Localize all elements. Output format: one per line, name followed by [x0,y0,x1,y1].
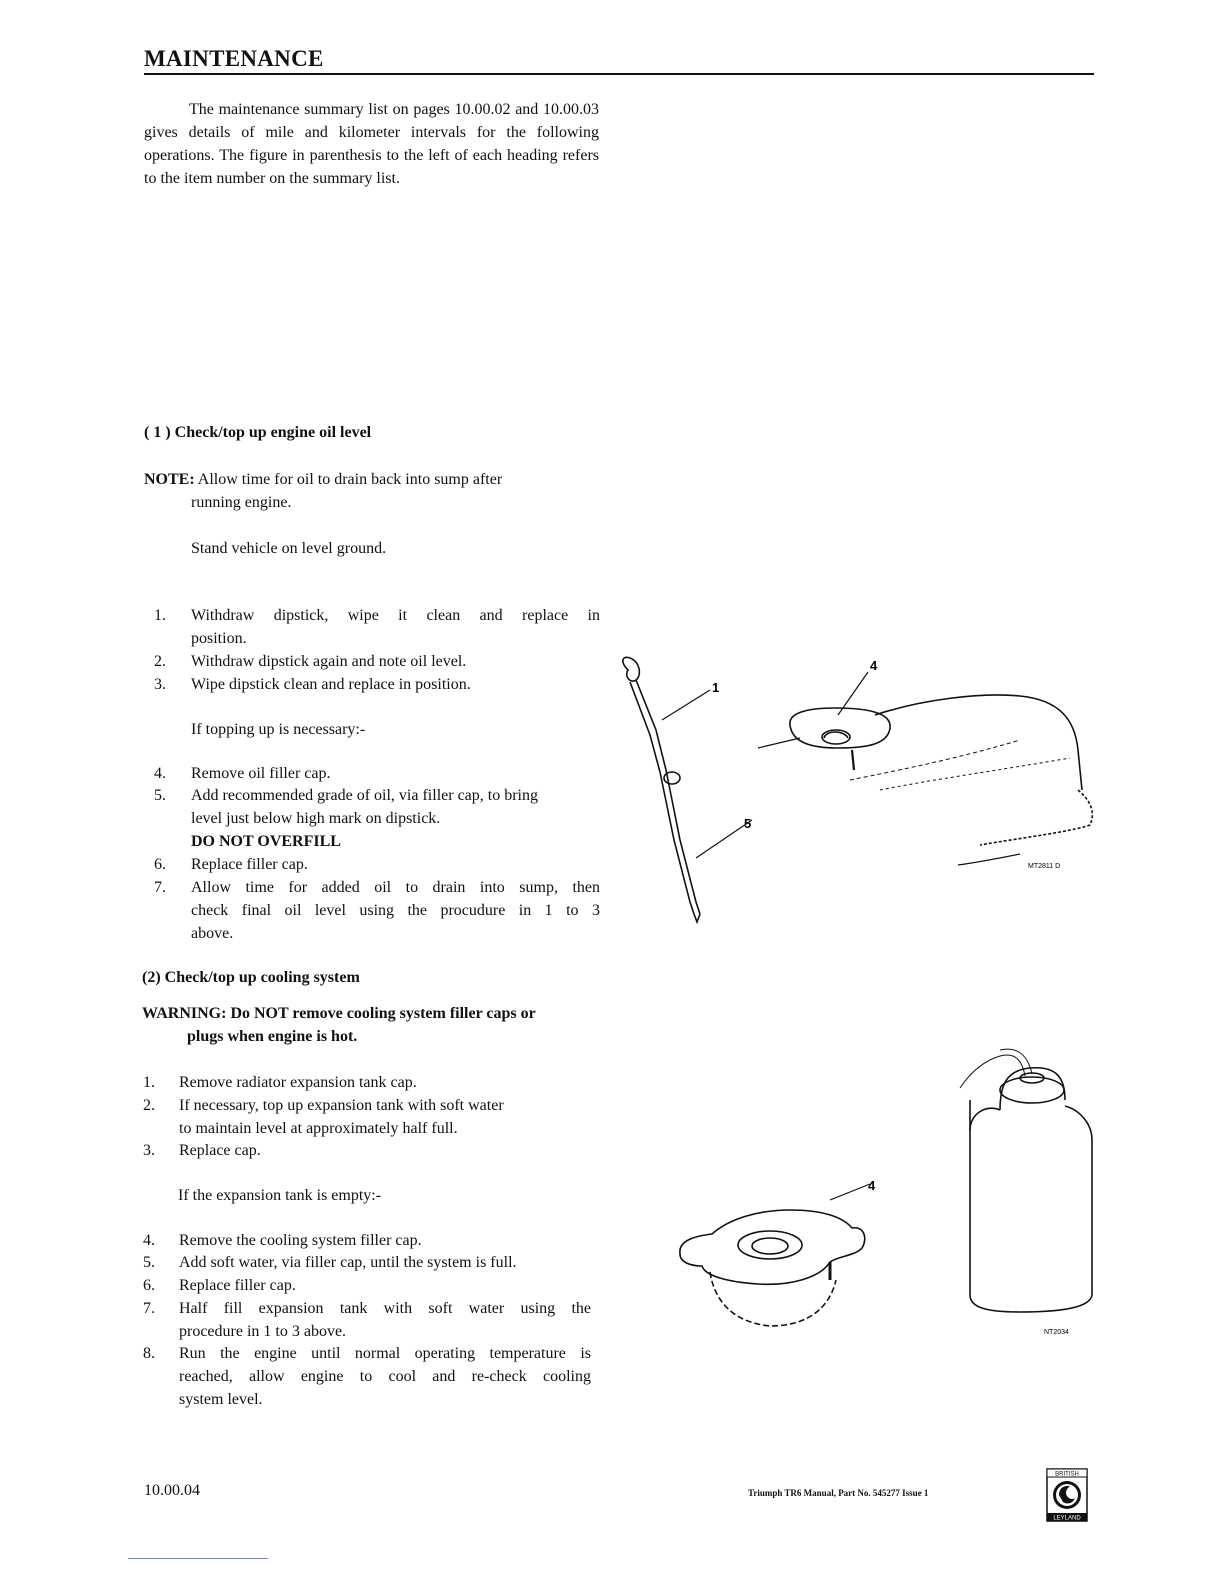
figure1-label-5: 5 [744,816,752,831]
manual-reference: Triumph TR6 Manual, Part No. 545277 Issue 1 [748,1488,929,1498]
header-rule [144,73,1094,75]
oil-dipstick-figure [600,640,1110,940]
figure2-label-4: 4 [868,1178,876,1193]
note-label: NOTE: [144,471,195,488]
british-leyland-logo [1046,1468,1088,1522]
dipstick-seal [664,772,680,784]
stand-instruction: Stand vehicle on level ground. [191,540,387,557]
dipstick-handle [623,657,639,681]
logo-top-text: BRITISH [1055,1471,1079,1478]
if-tank-empty: If the expansion tank is empty:- [178,1187,382,1204]
page-title: MAINTENANCE [144,46,324,71]
figure1-code: MT2811 D [1028,863,1061,870]
footer-divider [128,1558,268,1559]
note-text-line1: Allow time for oil to drain back into sump after [197,471,503,488]
figure1-label-4: 4 [870,658,878,673]
if-topping-up: If topping up is necessary:- [191,721,366,738]
cooling-warning: WARNING: Do NOT remove cooling system filler caps or plugs when engine is hot. [142,1005,536,1045]
intro-paragraph: The maintenance summary list on pages 10.00.02 and 10.00.03 gives details of mile and kilometer intervals for the following operations. The figure in parenthesis to the left of each heading refers to the item number on the summary list. [144,101,599,187]
note-text-line2: running engine. [191,494,292,511]
figure2-code: NT2034 [1044,1329,1069,1336]
page-number: 10.00.04 [144,1482,200,1499]
oil-note [144,468,604,514]
oil-section-heading: ( 1 ) Check/top up engine oil level [144,424,372,441]
figure1-label-1: 1 [712,680,720,695]
cooling-section-heading: (2) Check/top up cooling system [142,969,360,986]
oil-filler-cap [790,708,890,748]
coolant-filler-cap [680,1210,865,1284]
tank-cap [1000,1077,1064,1103]
logo-bottom-text: LEYLAND [1053,1515,1081,1522]
expansion-tank [970,1100,1092,1312]
expansion-tank-figure [670,1040,1110,1350]
